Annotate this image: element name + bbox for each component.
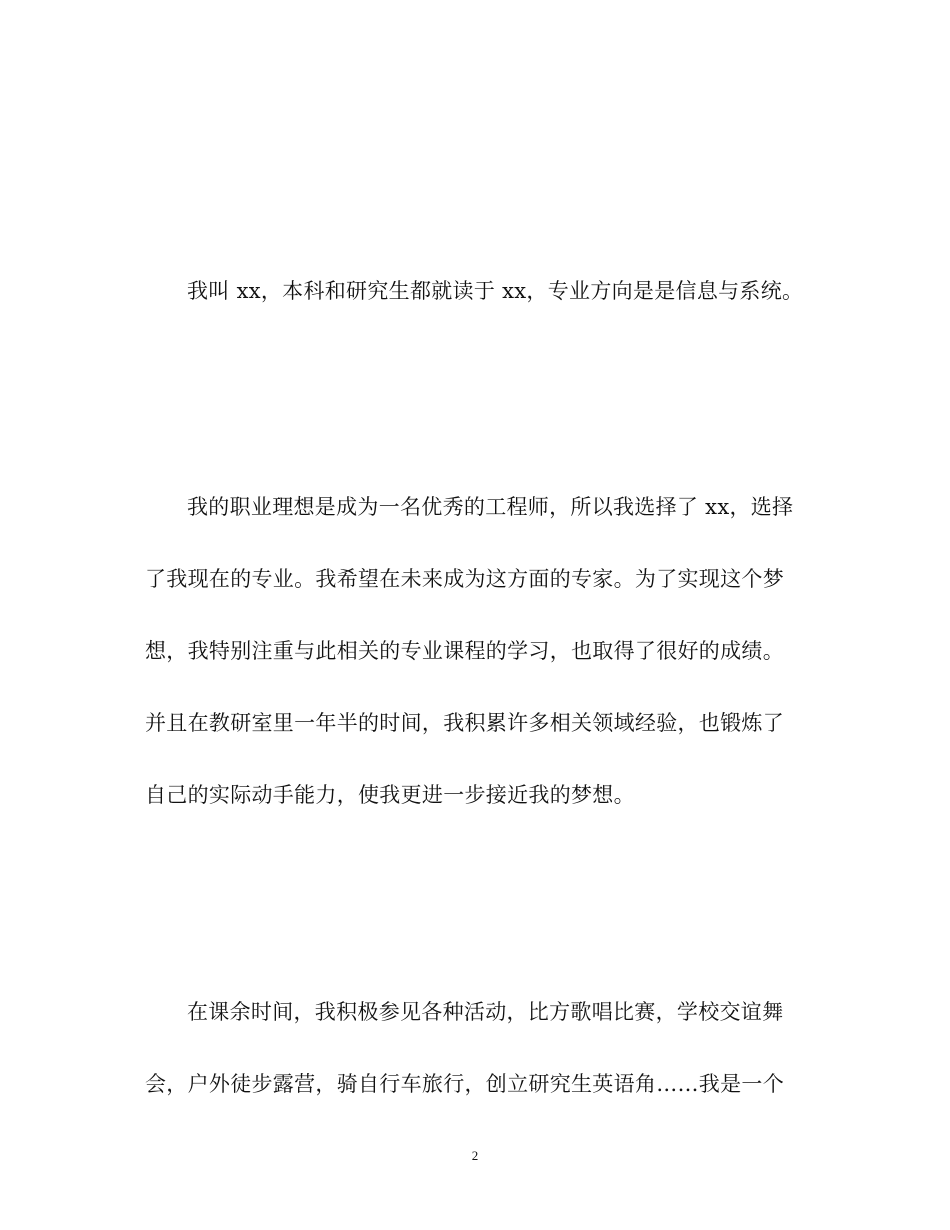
page-number: 2 bbox=[471, 1148, 479, 1163]
paragraph-3-line-2: 会，户外徒步露营，骑自行车旅行，创立研究生英语角……我是一个 bbox=[145, 1072, 784, 1096]
paragraph-1-line-1: 我叫 xx，本科和研究生都就读于 xx，专业方向是是信息与系统。 bbox=[187, 279, 804, 303]
paragraph-2-line-5: 自己的实际动手能力，使我更进一步接近我的梦想。 bbox=[145, 783, 635, 807]
paragraph-2-line-4: 并且在教研室里一年半的时间，我积累许多相关领域经验，也锻炼了 bbox=[145, 711, 784, 735]
paragraph-2-line-2: 了我现在的专业。我希望在未来成为这方面的专家。为了实现这个梦 bbox=[145, 567, 784, 591]
paragraph-2-line-3: 想，我特别注重与此相关的专业课程的学习，也取得了很好的成绩。 bbox=[145, 639, 784, 663]
paragraph-3-line-1: 在课余时间，我积极参见各种活动，比方歌唱比赛，学校交谊舞 bbox=[187, 1000, 784, 1024]
paragraph-2-line-1: 我的职业理想是成为一名优秀的工程师，所以我选择了 xx，选择 bbox=[187, 495, 794, 519]
